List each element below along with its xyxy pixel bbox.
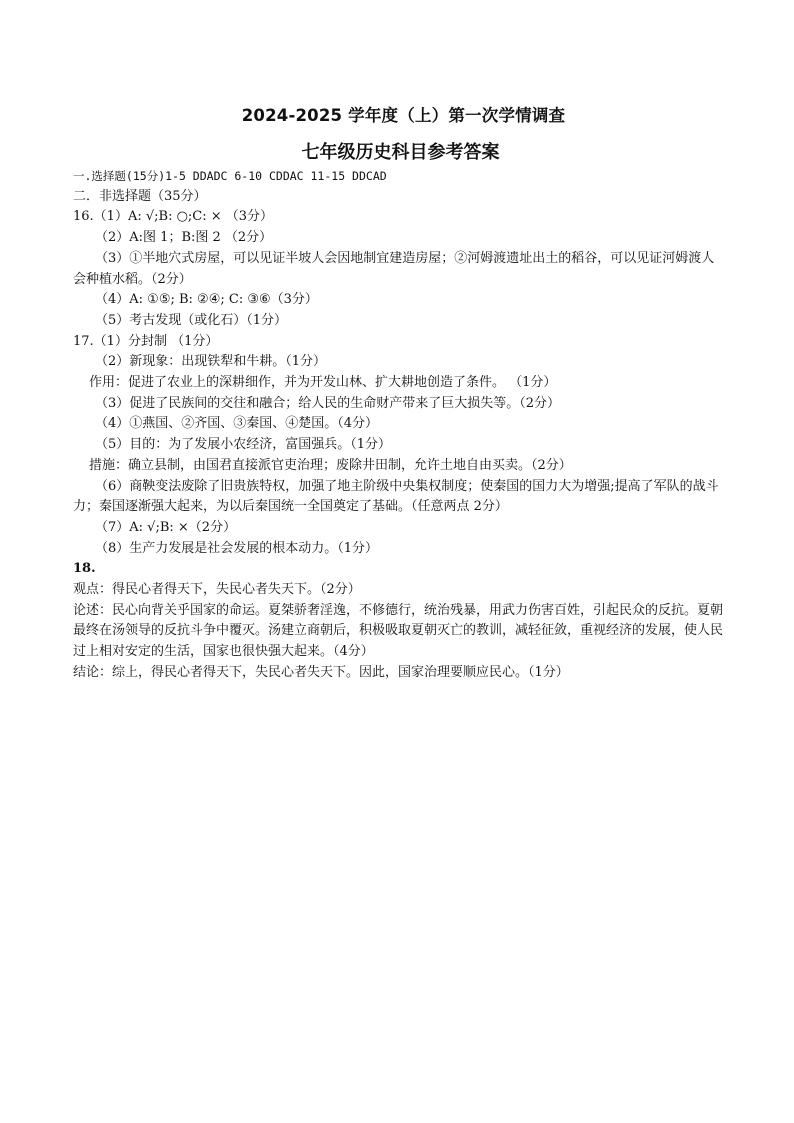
answer-16-3: （3）①半地穴式房屋，可以见证半坡人会因地制宜建造房屋；②河姆渡遗址出土的稻谷，可以见证河姆渡人会种植水稻。（2分） xyxy=(73,250,715,287)
answer-16-5: （5）考古发现（或化石）（1分） xyxy=(95,312,288,328)
document-subtitle: 七年级历史科目参考答案 xyxy=(301,142,500,163)
answer-list xyxy=(73,166,724,684)
answer-18-argument: 论述：民心向背关乎国家的命运。夏桀骄奢淫逸，不修德行，统治残暴，用武力伤害百姓，引起民众的反抗。夏朝最终在汤领导的反抗斗争中覆灭。汤建立商朝后，积极吸取夏朝灭亡的教训，减轻征敛，重视经济的发展，使人民过上相对安定的生活，国家也很快强大起来。（4分） xyxy=(73,602,724,660)
answer-17-4: （4）①燕国、②齐国、③秦国、④楚国。（4分） xyxy=(95,416,379,432)
answer-17-7: （7）A: √;B: ×（2分） xyxy=(95,519,237,535)
answer-18-conclusion: 结论：综上，得民心者得天下，失民心者失天下。因此，国家治理要顺应民心。（1分） xyxy=(73,664,569,680)
answer-17-6: （6）商鞅变法废除了旧贵族特权，加强了地主阶级中央集权制度；使秦国的国力大为增强;提高了军队的战斗力；秦国逐渐强大起来，为以后秦国统一全国奠定了基础。（任意两点 2分） xyxy=(73,478,719,515)
answer-17-8: （8）生产力发展是社会发展的根本动力。（1分） xyxy=(95,540,379,556)
answer-18-viewpoint: 观点：得民心者得天下，失民心者失天下。（2分） xyxy=(73,582,361,598)
answer-choice-section: 一.选择题(15分)1-5 DDADC 6-10 CDDAC 11-15 DDCAD xyxy=(73,169,387,183)
answer-18-heading: 18. xyxy=(73,561,96,577)
answer-16-1: 16.（1）A: √;B: ○;C: × （3分） xyxy=(73,209,274,225)
answer-16-2: （2）A:图 1；B:图 2 （2分） xyxy=(95,230,273,246)
answer-17-5-measures: 措施：确立县制，由国君直接派官吏治理；废除井田制，允许土地自由买卖。（2分） xyxy=(89,457,572,473)
document-title: 2024-2025 学年度（上）第一次学情调查 xyxy=(241,106,566,125)
answer-17-1: 17.（1）分封制 （1分） xyxy=(73,333,219,349)
answer-17-2: （2）新现象：出现铁犁和牛耕。（1分） xyxy=(95,354,327,370)
answer-16-4: （4）A: ①⑤; B: ②④; C: ③⑥（3分） xyxy=(95,292,318,308)
answer-nonchoice-heading: 二．非选择题（35分） xyxy=(73,188,207,204)
answer-17-3: （3）促进了民族间的交往和融合；给人民的生命财产带来了巨大损失等。（2分） xyxy=(95,395,561,411)
answer-17-5: （5）目的：为了发展小农经济，富国强兵。（1分） xyxy=(95,437,392,453)
answer-17-2-effect: 作用：促进了农业上的深耕细作，并为开发山林、扩大耕地创造了条件。 （1分） xyxy=(89,375,557,391)
